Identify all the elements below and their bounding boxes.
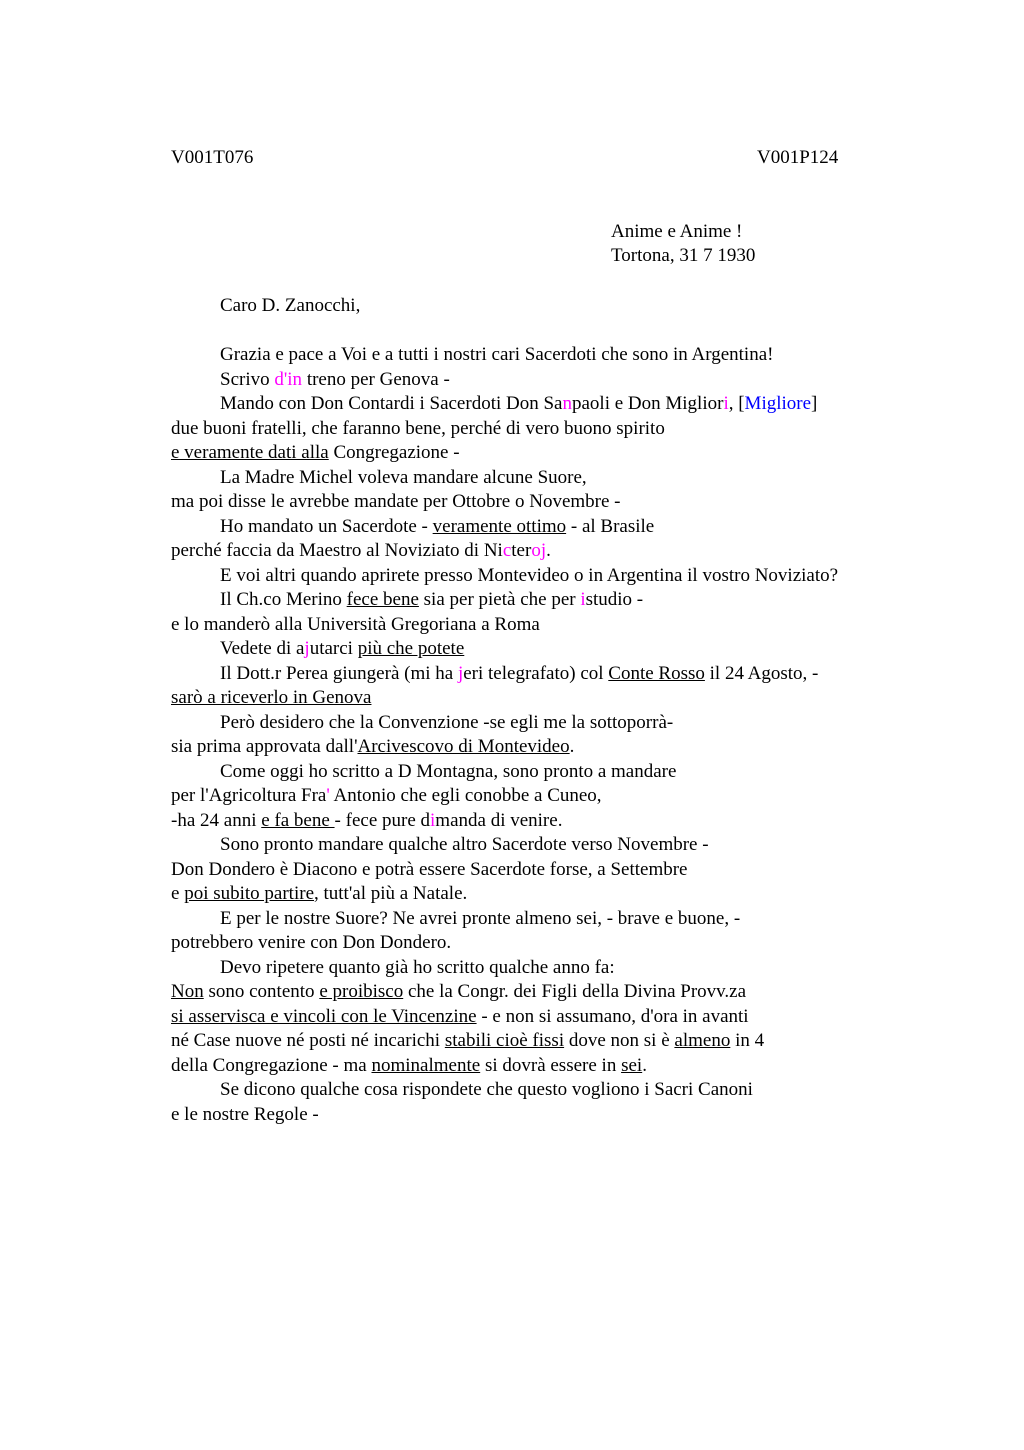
underlined-text: almeno	[674, 1030, 731, 1051]
letter-motto: Anime e Anime !	[611, 221, 743, 242]
underlined-text: sarò a riceverlo in Genova	[171, 687, 372, 708]
body-line: della Congregazione - ma nominalmente si dovrà essere in sei.	[171, 1054, 647, 1076]
body-line: Non sono contento e proibisco che la Congr. dei Figli della Divina Provv.za	[171, 981, 747, 1002]
correction-mark: i	[723, 393, 729, 414]
document-reference-left: V001T076	[171, 147, 254, 168]
correction-mark: c	[502, 540, 512, 561]
correction-mark: n	[562, 393, 572, 414]
underlined-text: e proibisco	[319, 981, 404, 1002]
underlined-text: sei	[621, 1054, 643, 1076]
letter-salutation: Caro D. Zanocchi,	[220, 295, 361, 316]
body-line: Vedete di ajutarci più che potete	[220, 638, 465, 659]
correction-mark: d'in	[274, 368, 303, 390]
letter-place-date: Tortona, 31 7 1930	[611, 245, 756, 266]
underlined-text: fece bene	[346, 589, 419, 610]
body-line: Però desidero che la Convenzione -se egli me la sottoporrà-	[220, 711, 674, 733]
editorial-note: Migliore	[744, 393, 812, 414]
body-line: e lo manderò alla Università Gregoriana a Roma	[171, 613, 540, 635]
body-line: Scrivo d'in treno per Genova -	[220, 368, 450, 390]
correction-mark: '	[326, 785, 330, 806]
body-line: Sono pronto mandare qualche altro Sacerdote verso Novembre -	[220, 834, 709, 855]
body-line: Come oggi ho scritto a D Montagna, sono pronto a mandare	[220, 760, 677, 782]
body-line: Il Dott.r Perea giungerà (mi ha jeri telegrafato) col Conte Rosso il 24 Agosto, -	[220, 662, 819, 684]
body-line: e poi subito partire, tutt'al più a Natale.	[171, 883, 468, 904]
underlined-text: e fa bene	[261, 809, 335, 831]
correction-mark: j	[457, 662, 464, 684]
underlined-text: poi subito partire	[184, 883, 314, 904]
body-line: due buoni fratelli, che faranno bene, perché di vero buono spirito	[171, 417, 665, 439]
body-line: né Case nuove né posti né incarichi stabili cioè fissi dove non si è almeno in 4	[171, 1030, 765, 1051]
body-line: potrebbero venire con Don Dondero.	[171, 932, 452, 953]
body-line: Devo ripetere quanto già ho scritto qualche anno fa:	[220, 956, 615, 978]
body-line: ma poi disse le avrebbe mandate per Ottobre o Novembre -	[171, 491, 621, 512]
body-line: Grazia e pace a Voi e a tutti i nostri cari Sacerdoti che sono in Argentina!	[220, 344, 774, 365]
correction-mark: i	[430, 809, 436, 831]
underlined-text: Non	[171, 981, 204, 1002]
body-line: E voi altri quando aprirete presso Montevideo o in Argentina il vostro Noviziato?	[220, 564, 839, 586]
body-line: -ha 24 anni e fa bene - fece pure dimanda di venire.	[171, 809, 563, 831]
underlined-text: più che potete	[357, 638, 465, 659]
correction-mark: j	[304, 638, 310, 659]
body-line: Don Dondero è Diacono e potrà essere Sacerdote forse, a Settembre	[171, 858, 688, 880]
underlined-text: Conte Rosso	[608, 662, 705, 684]
underlined-text: si asservisca e vincoli con le Vincenzine	[171, 1005, 477, 1027]
body-line: E per le nostre Suore? Ne avrei pronte almeno sei, - brave e buone, -	[220, 907, 741, 929]
body-line: sia prima approvata dall'Arcivescovo di Montevideo.	[171, 736, 575, 757]
letter-body	[171, 343, 911, 1127]
body-line: e veramente dati alla Congregazione -	[171, 442, 460, 463]
body-line: perché faccia da Maestro al Noviziato di Nicteroj.	[171, 540, 551, 561]
correction-mark: oj	[531, 540, 547, 561]
body-line: si asservisca e vincoli con le Vincenzine - e non si assumano, d'ora in avanti	[171, 1005, 749, 1027]
underlined-text: nominalmente	[371, 1054, 481, 1076]
body-line: La Madre Michel voleva mandare alcune Suore,	[220, 466, 587, 488]
underlined-text: stabili cioè fissi	[444, 1030, 565, 1051]
document-reference-right: V001P124	[757, 147, 839, 168]
body-line: Il Ch.co Merino fece bene sia per pietà che per istudio -	[220, 589, 644, 610]
underlined-text: Arcivescovo di Montevideo	[357, 736, 570, 757]
body-line: Ho mandato un Sacerdote - veramente ottimo - al Brasile	[220, 515, 655, 537]
underlined-text: e veramente dati alla	[171, 442, 329, 463]
body-line	[171, 686, 911, 711]
body-line: e le nostre Regole -	[171, 1103, 319, 1125]
body-line: Mando con Don Contardi i Sacerdoti Don Sanpaoli e Don Migliori, [Migliore]	[220, 393, 818, 414]
body-line: Se dicono qualche cosa rispondete che questo vogliono i Sacri Canoni	[220, 1079, 753, 1100]
underlined-text: veramente ottimo	[432, 515, 567, 537]
body-line: per l'Agricoltura Fra' Antonio che egli conobbe a Cuneo,	[171, 785, 602, 806]
correction-mark: i	[580, 589, 586, 610]
